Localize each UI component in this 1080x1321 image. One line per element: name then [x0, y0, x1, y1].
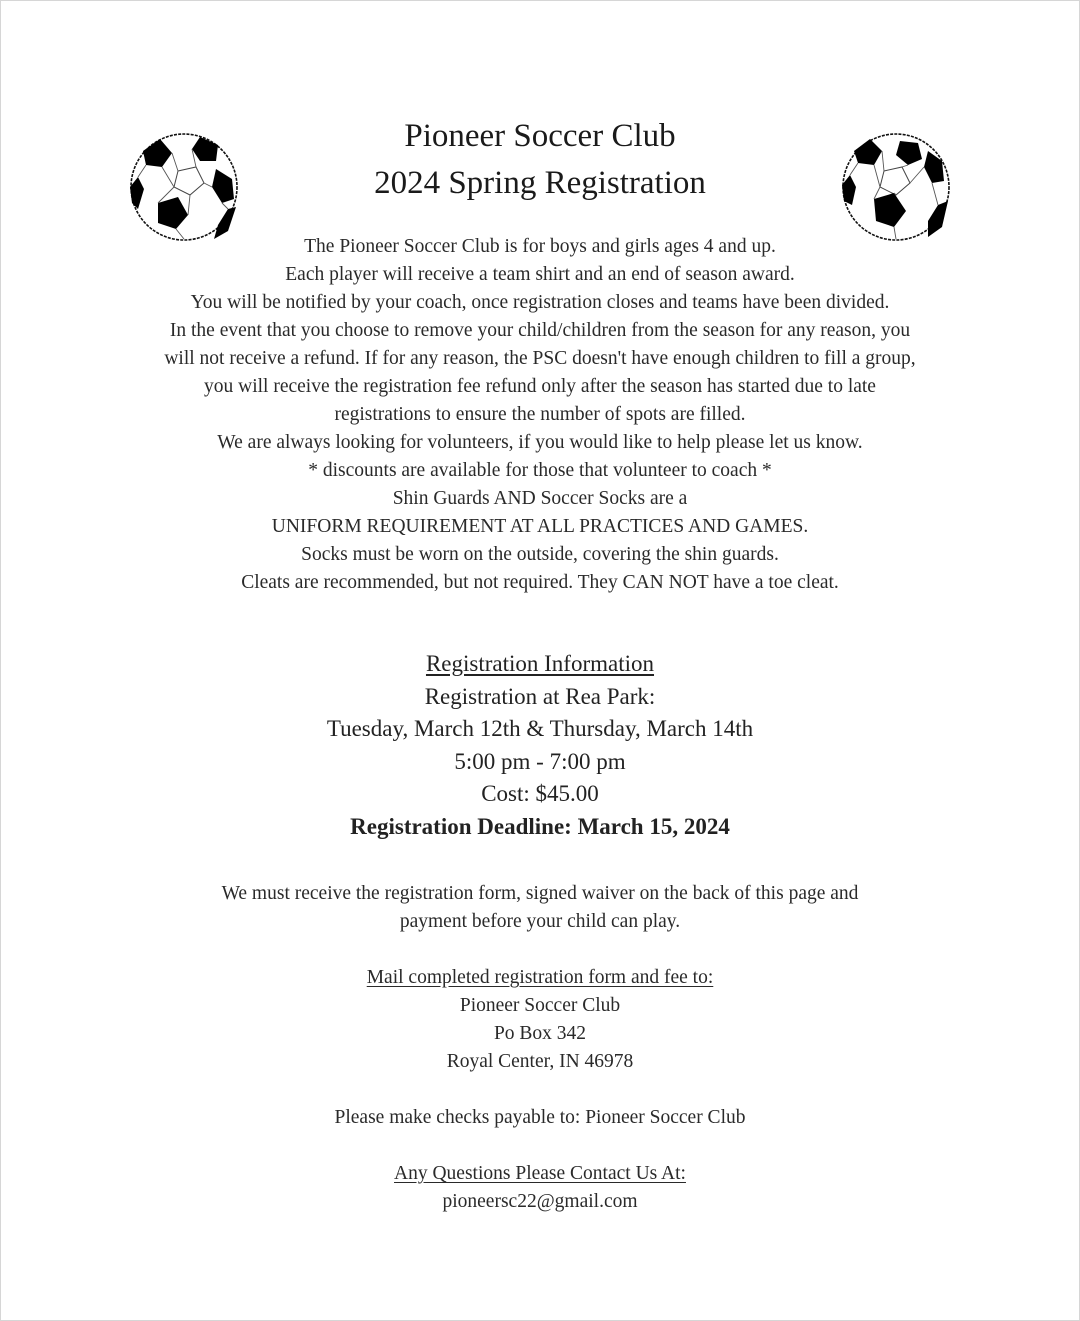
intro-line: You will be notified by your coach, once registration closes and teams have been divided. — [190, 292, 890, 313]
registration-info — [0, 648, 1080, 843]
registration-dates: Tuesday, March 12th & Thursday, March 14th — [326, 716, 754, 741]
registration-time: 5:00 pm - 7:00 pm — [454, 748, 626, 774]
mailing-address — [0, 964, 1080, 1076]
registration-cost: Cost: $45.00 — [481, 781, 599, 806]
title-line-season: 2024 Spring Registration — [374, 165, 706, 201]
mail-po-box: Po Box 342 — [493, 1023, 587, 1044]
mail-city: Royal Center, IN 46978 — [446, 1051, 634, 1072]
mail-heading: Mail completed registration form and fee to: — [366, 967, 714, 988]
intro-line: The Pioneer Soccer Club is for boys and girls ages 4 and up. — [304, 236, 776, 257]
intro-line: Shin Guards AND Soccer Socks are a — [392, 488, 688, 509]
intro-line: registrations to ensure the number of spots are filled. — [334, 404, 746, 425]
requirements-line: payment before your child can play. — [399, 911, 681, 932]
intro-line: We are always looking for volunteers, if you would like to help please let us know. — [217, 432, 863, 453]
intro-text — [0, 233, 1080, 597]
intro-line: Socks must be worn on the outside, covering the shin guards. — [301, 544, 779, 565]
contact-heading: Any Questions Please Contact Us At: — [394, 1163, 686, 1184]
checks-text: Please make checks payable to: Pioneer Soccer Club — [334, 1107, 746, 1128]
intro-line: * discounts are available for those that volunteer to coach * — [308, 460, 772, 481]
intro-line: Cleats are recommended, but not required. They CAN NOT have a toe cleat. — [241, 572, 839, 593]
intro-line: In the event that you choose to remove your child/children from the season for any reason, you — [169, 320, 911, 341]
page-title — [0, 113, 1080, 207]
title-line-club: Pioneer Soccer Club — [404, 118, 676, 154]
contact-info — [0, 1160, 1080, 1216]
intro-line: you will receive the registration fee refund only after the season has started due to late — [204, 376, 876, 397]
registration-heading: Registration Information — [425, 651, 655, 676]
requirements-text — [0, 880, 1080, 936]
registration-location: Registration at Rea Park: — [424, 683, 656, 709]
intro-line: Each player will receive a team shirt and an end of season award. — [285, 264, 795, 285]
requirements-line: We must receive the registration form, signed waiver on the back of this page and — [221, 883, 859, 904]
registration-deadline: Registration Deadline: March 15, 2024 — [350, 813, 730, 839]
intro-line: UNIFORM REQUIREMENT AT ALL PRACTICES AND GAMES. — [271, 516, 809, 537]
intro-line: will not receive a refund. If for any reason, the PSC doesn't have enough children to fill a group, — [164, 348, 916, 369]
checks-note — [0, 1104, 1080, 1132]
contact-email[interactable]: pioneersc22@gmail.com — [442, 1191, 638, 1212]
mail-name: Pioneer Soccer Club — [459, 995, 621, 1016]
